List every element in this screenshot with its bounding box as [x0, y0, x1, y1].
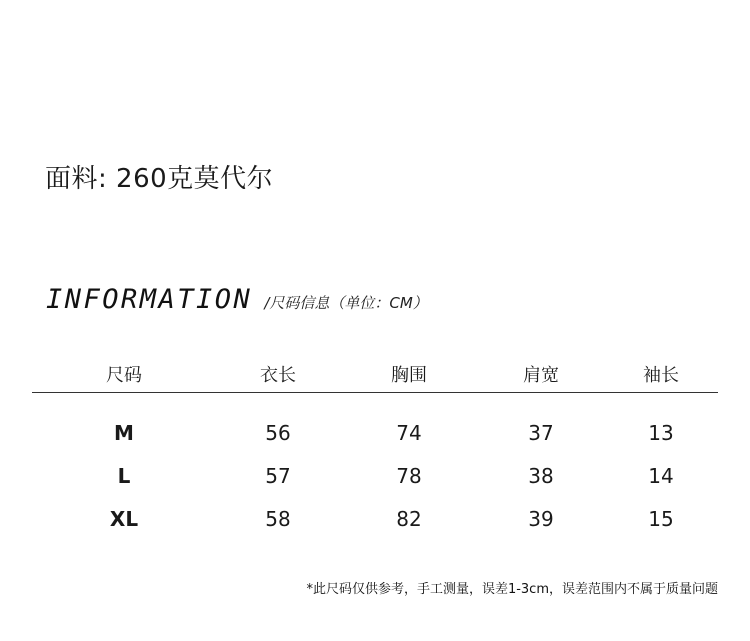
sleeve-cell: 13: [648, 420, 674, 445]
info-title: INFORMATION: [46, 284, 253, 315]
chest-cell: 74: [396, 420, 422, 445]
header-chest: 胸围: [340, 356, 478, 393]
header-length: 衣长: [216, 356, 340, 393]
shoulder-cell: 39: [528, 506, 554, 531]
info-subtitle: /尺码信息（单位：CM）: [264, 294, 428, 312]
sleeve-cell: 14: [648, 463, 674, 488]
table-row: [32, 454, 718, 497]
chest-cell: 78: [396, 463, 422, 488]
size-cell: L: [117, 463, 131, 488]
table-row: [32, 393, 718, 455]
header-size: 尺码: [32, 356, 216, 393]
header-shoulder: 肩宽: [478, 356, 604, 393]
shoulder-cell: 38: [528, 463, 554, 488]
length-cell: 57: [265, 463, 291, 488]
length-cell: 56: [265, 420, 291, 445]
info-heading: [46, 284, 428, 315]
sleeve-cell: 15: [648, 506, 674, 531]
size-table: [32, 356, 718, 540]
size-cell: XL: [109, 506, 139, 531]
table-row: [32, 497, 718, 540]
shoulder-cell: 37: [528, 420, 554, 445]
chest-cell: 82: [396, 506, 422, 531]
fabric-text: 面料: 260克莫代尔: [45, 164, 274, 194]
size-table-header-row: [32, 356, 718, 393]
header-sleeve: 袖长: [604, 356, 718, 393]
length-cell: 58: [265, 506, 291, 531]
measurement-note: *此尺码仅供参考，手工测量，误差1-3cm，误差范围内不属于质量问题: [306, 582, 718, 597]
size-cell: M: [114, 420, 134, 445]
